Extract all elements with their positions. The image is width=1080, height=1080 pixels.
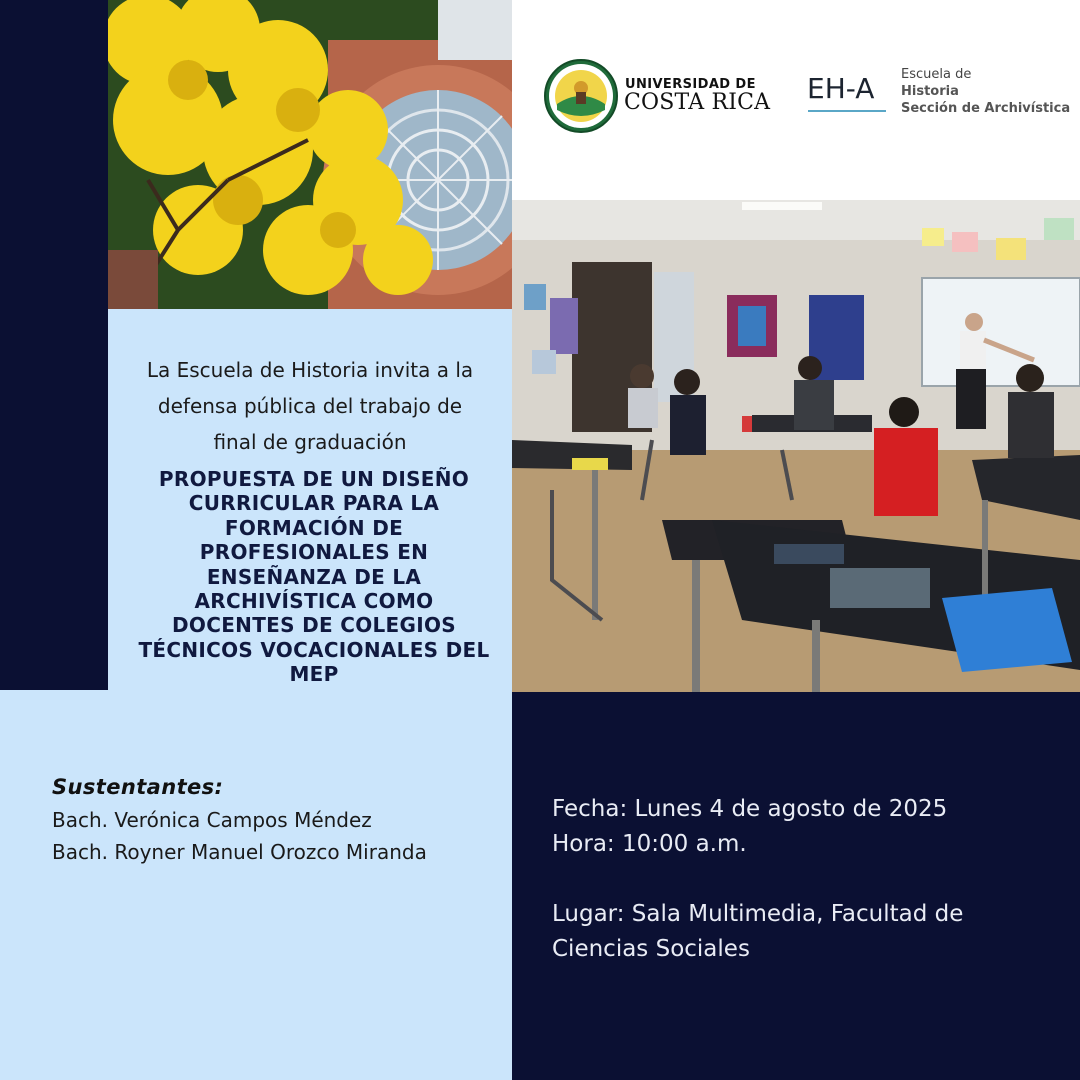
invitation-text <box>108 352 512 460</box>
eha-logo-mark: EH-A <box>807 72 875 105</box>
presenter-name-2: Bach. Royner Manuel Orozco Miranda <box>52 840 427 864</box>
thesis-title-line: ARCHIVÍSTICA COMO <box>194 589 434 614</box>
ucr-name-line1: UNIVERSIDAD DE <box>625 77 756 92</box>
tree-mural-photo <box>108 0 512 309</box>
eha-line-historia: Historia <box>901 84 959 99</box>
thesis-title-line: FORMACIÓN DE <box>224 515 404 540</box>
thesis-title-line: MEP <box>289 662 339 687</box>
ucr-name-line2: COSTA RICA <box>624 90 771 115</box>
invitation-line-3: final de graduación <box>213 430 407 454</box>
event-place-line-1: Lugar: Sala Multimedia, Facultad de <box>552 901 964 927</box>
thesis-title-line: PROFESIONALES EN <box>199 540 429 565</box>
event-place-line-2: Ciencias Sociales <box>552 936 750 962</box>
thesis-title-line: CURRICULAR PARA LA <box>188 491 440 516</box>
presenters-panel <box>0 690 512 1080</box>
thesis-title-line: DOCENTES DE COLEGIOS <box>172 613 456 638</box>
thesis-title-line: TÉCNICOS VOCACIONALES DEL <box>138 637 490 662</box>
eha-line-escuela: Escuela de <box>901 67 972 82</box>
eha-logo-rule <box>808 110 886 112</box>
left-navy-strip <box>0 0 108 690</box>
invitation-line-2: defensa pública del trabajo de <box>157 394 463 418</box>
thesis-title-line: PROPUESTA DE UN DISEÑO <box>158 467 470 491</box>
ucr-seal-icon <box>543 58 619 134</box>
invitation-line-1: La Escuela de Historia invita a la <box>146 358 474 382</box>
thesis-title <box>124 467 504 687</box>
event-details-panel <box>512 692 1080 1080</box>
presenters-label: Sustentantes: <box>52 775 224 799</box>
classroom-photo <box>512 200 1080 692</box>
presenter-name-1: Bach. Verónica Campos Méndez <box>52 808 372 832</box>
invitation-panel <box>108 309 512 690</box>
thesis-title-line: ENSEÑANZA DE LA <box>206 564 422 589</box>
eha-line-seccion: Sección de Archivística <box>901 101 1071 116</box>
event-time: Hora: 10:00 a.m. <box>552 831 747 857</box>
event-date: Fecha: Lunes 4 de agosto de 2025 <box>552 796 948 822</box>
